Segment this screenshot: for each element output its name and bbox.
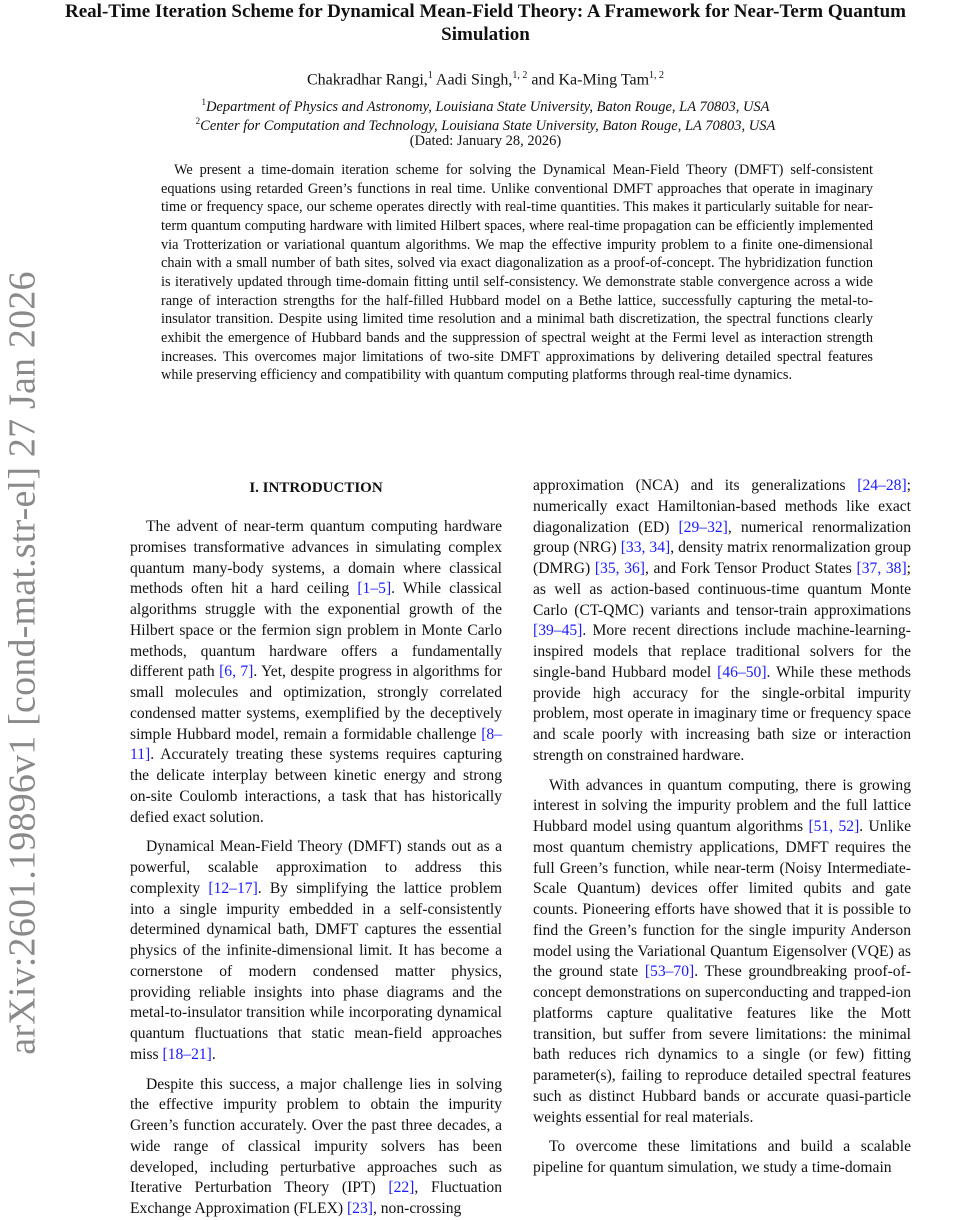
citation-link[interactable]: [6, 7] bbox=[219, 663, 254, 681]
paragraph: Dynamical Mean-Field Theory (DMFT) stands out as a powerful, scalable approximation to address this complexity [12–17]. By simplifying the lattice problem into a single impurity embedded in a self-consistently determined dynamical bath, DMFT captures the essential physics of the infinite-dimensional limit. It has become a cornerstone of modern condensed matter physics, providing reliable insights into phase diagrams and the metal-to-insulator transition while incorporating dynamical quantum fluctuations that static mean-field approaches miss [18–21]. bbox=[130, 838, 503, 1063]
citation-link[interactable]: [1–5] bbox=[357, 580, 392, 598]
citation-link[interactable]: [29–32] bbox=[678, 518, 728, 536]
citation-link[interactable]: [51, 52] bbox=[808, 818, 860, 835]
author-affiliation-mark: 1 bbox=[427, 70, 433, 81]
paper-title: Real-Time Iteration Scheme for Dynamical Mean-Field Theory: A Framework for Near-Term Quantum Simulation bbox=[65, 1, 906, 45]
citation-link[interactable]: [22] bbox=[388, 1179, 415, 1197]
affiliation-mark: 2 bbox=[195, 116, 201, 126]
author-name: Chakradhar Rangi, bbox=[306, 71, 428, 89]
author-name: Aadi Singh, bbox=[435, 71, 513, 89]
author-list bbox=[60, 66, 911, 90]
citation-link[interactable]: [18–21] bbox=[162, 1045, 212, 1063]
paragraph: To overcome these limitations and build a scalable pipeline for quantum simulation, we study a time-domain bbox=[533, 1138, 911, 1176]
author-name: and Ka-Ming Tam bbox=[531, 71, 650, 89]
author-affiliation-mark: 1, 2 bbox=[512, 70, 528, 81]
citation-link[interactable]: [24–28] bbox=[857, 477, 907, 494]
affiliation-text: Center for Computation and Technology, Louisiana State University, Baton Rouge, LA 70803, USA bbox=[200, 117, 776, 134]
citation-link[interactable]: [39–45] bbox=[533, 622, 583, 640]
paragraph: With advances in quantum computing, there is growing interest in solving the impurity problem and the full lattice Hubbard model using quantum algorithms [51, 52]. Unlike most quantum chemistry applications, DMFT requires the full Green’s function, while near-term (Noisy Intermediate-Scale Quantum) devices offer limited qubits and gate counts. Pioneering efforts have showed that it is possible to find the Green’s function for the single impurity Anderson model using the Variational Quantum Eigensolver (VQE) as the ground state [53–70]. These groundbreaking proof-of-concept demonstrations on superconducting and trapped-ion platforms capture qualitative features like the Mott transition, but suffer from severe limitations: the minimal bath reduces rich dynamics to a single (or few) fitting parameter(s), failing to reproduce detailed spectral features such as distinct Hubbard bands or accurate quasi-particle weights essential for real materials. bbox=[533, 776, 911, 1126]
affiliation-mark: 1 bbox=[201, 97, 206, 107]
citation-link[interactable]: [12–17] bbox=[208, 879, 258, 897]
paragraph: Despite this success, a major challenge lies in solving the effective impurity problem to obtain the impurity Green’s function accurately. Over the past three decades, a wide range of classical impurity solvers has been developed, including perturbative approaches such as Iterative Perturbation Theory (IPT) [22], Fluctuation Exchange Approximation (FLEX) [23], non-crossing bbox=[130, 1075, 502, 1217]
citation-link[interactable]: [33, 34] bbox=[620, 539, 671, 557]
left-column bbox=[130, 478, 502, 1220]
citation-link[interactable]: [53–70] bbox=[644, 963, 695, 981]
citation-link[interactable]: [35, 36] bbox=[594, 560, 645, 577]
paragraph: The advent of near-term quantum computing hardware promises transformative advances in simulating complex quantum many-body systems, a domain where classical methods often hit a hard ceiling [1–5]. While classical algorithms struggle with the exponential growth of the Hilbert space or the fermion sign problem in Monte Carlo methods, quantum hardware offers a fundamentally different path [6, 7]. Yet, despite progress in algorithms for small molecules and optimization, strongly correlated condensed matter systems, exemplified by the deceptively simple Hubbard model, remain a formidable challenge [8–11]. Accurately treating these systems requires capturing the delicate interplay between kinetic energy and strong on-site Coulomb interactions, a task that has historically defied exact solution. bbox=[130, 518, 503, 826]
date-line: (Dated: January 28, 2026) bbox=[409, 133, 562, 149]
arxiv-identifier-stamp bbox=[0, 230, 46, 1095]
paragraph: approximation (NCA) and its generalizations [24–28]; numerically exact Hamiltonian-based methods like exact diagonalization (ED) [29–32], numerical renormalization group (NRG) [33, 34], density matrix renormalization group (DMRG) [35, 36], and Fork Tensor Product States [37, 38]; as well as action-based continuous-time quantum Monte Carlo (CT-QMC) variants and tensor-train approximations [39–45]. More recent directions include machine-learning-inspired models that replace traditional solvers for the single-band Hubbard model [46–50]. While these methods provide high accuracy for the single-orbital impurity problem, most operate in imaginary time or frequency space and scale poorly with increasing bath size or interaction strength on constrained hardware. bbox=[533, 477, 912, 764]
right-column bbox=[533, 476, 911, 1179]
citation-link[interactable]: [46–50] bbox=[717, 663, 767, 681]
citation-link[interactable]: [37, 38] bbox=[856, 560, 907, 577]
affiliation-text: Department of Physics and Astronomy, Louisiana State University, Baton Rouge, LA 70803, USA bbox=[205, 98, 770, 115]
citation-link[interactable]: [8–11] bbox=[130, 725, 502, 764]
abstract: We present a time-domain iteration scheme for solving the Dynamical Mean-Field Theory (DMFT) self-consistent equations using retarded Green’s functions in real time. Unlike conventional DMFT approaches that operate in imaginary time or frequency space, our scheme operates directly with real-time quantities. This makes it particularly suitable for near-term quantum computing hardware with limited Hilbert spaces, where real-time propagation can be efficiently implemented via Trotterization or variational quantum algorithms. We map the effective impurity problem to a finite one-dimensional chain with a small number of bath sites, solved via exact diagonalization as a proof-of-concept. The hybridization function is iteratively updated through time-domain fitting until self-consistency. We demonstrate stable convergence across a wide range of interaction strengths for the half-filled Hubbard model on a Bethe lattice, successfully capturing the metal-to-insulator transition. Despite using limited time resolution and a minimal bath discretization, the spectral functions clearly exhibit the emergence of Hubbard bands and the suppression of spectral weight at the Fermi level as interaction strength increases. This overcomes major limitations of two-site DMFT approximations by delivering detailed spectral features while preserving efficiency and compatibility with quantum computing platforms through real-time dynamics. bbox=[161, 162, 873, 384]
arxiv-id-text: arXiv:2601.19896v1 [cond-mat.str-el] 27 Jan 2026 bbox=[2, 270, 44, 1055]
citation-link[interactable]: [23] bbox=[346, 1200, 373, 1217]
author-affiliation-mark: 1, 2 bbox=[649, 70, 665, 81]
section-heading-introduction: I. INTRODUCTION bbox=[249, 480, 383, 496]
